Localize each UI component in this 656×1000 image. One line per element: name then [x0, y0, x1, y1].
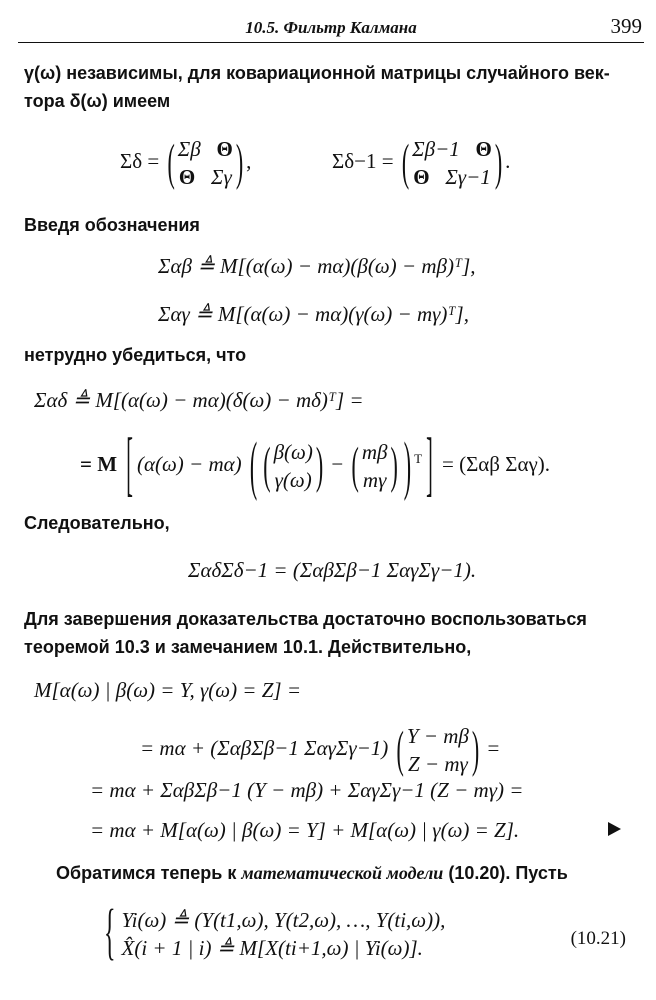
paragraph-line: Следовательно,	[24, 513, 170, 533]
page-number: 399	[610, 14, 642, 38]
paragraph-line: тора δ(ω) имеем	[24, 91, 171, 111]
equation-def-alpha-beta: Σαβ ≜ M[(α(ω) − mα)(β(ω) − mβ)ᵀ],	[158, 254, 476, 278]
paragraph-line: γ(ω) независимы, для ковариационной матрицы случайного век-	[24, 63, 610, 83]
equation-sigma-alpha-delta-1: Σαδ ≜ M[(α(ω) − mα)(δ(ω) − mδ)ᵀ] =	[34, 388, 364, 412]
equation-sigma-delta: Σδ = ( Σβ Θ Θ Σγ ) ,	[120, 133, 252, 191]
equation-conditional-3: = mα + ΣαβΣβ−1 (Y − mβ) + ΣαγΣγ−1 (Z − mγ) =	[90, 778, 524, 802]
equation-conditional-2: = mα + (ΣαβΣβ−1 ΣαγΣγ−1) ( Y − mβ Z − mγ ) =	[140, 720, 500, 778]
equation-number: (10.21)	[570, 928, 626, 949]
equation-system: { Yi(ω) ≜ (Y(t1,ω), Y(t2,ω), …, Y(ti,ω)), X̂(i + 1 | i) ≜ M[X(ti+1,ω) | Yi(ω)].	[104, 900, 446, 969]
paragraph-line: нетрудно убедиться, что	[24, 345, 247, 365]
emphasis-text: математической модели	[241, 863, 444, 883]
equation-product: ΣαδΣδ−1 = (ΣαβΣβ−1 ΣαγΣγ−1).	[188, 558, 477, 582]
equation-def-alpha-gamma: Σαγ ≜ M[(α(ω) − mα)(γ(ω) − mγ)ᵀ],	[158, 302, 469, 326]
equation-sigma-delta-inverse: Σδ−1 = ( Σβ−1 Θ Θ Σγ−1 ) .	[332, 133, 511, 191]
section-title: 10.5. Фильтр Калмана	[245, 18, 417, 37]
paragraph-line: Введя обозначения	[24, 215, 200, 235]
paragraph-line: Для завершения доказательства достаточно воспользоваться	[24, 609, 587, 629]
paragraph-line: Обратимся теперь к математической модели (10.20). Пусть	[56, 863, 568, 883]
end-of-proof-marker	[608, 822, 621, 836]
equation-conditional-4: = mα + M[α(ω) | β(ω) = Y] + M[α(ω) | γ(ω) = Z].	[90, 818, 520, 842]
equation-sigma-alpha-delta-2: = M [ (α(ω) − mα) ( ( β(ω) γ(ω) ) − ( mβ mγ ) ) $^T$ ] = (Σαβ Σαγ).	[80, 426, 550, 506]
paragraph-line: теоремой 10.3 и замечанием 10.1. Действительно,	[24, 637, 472, 657]
running-header	[18, 12, 644, 43]
equation-conditional-1: M[α(ω) | β(ω) = Y, γ(ω) = Z] =	[34, 678, 302, 702]
